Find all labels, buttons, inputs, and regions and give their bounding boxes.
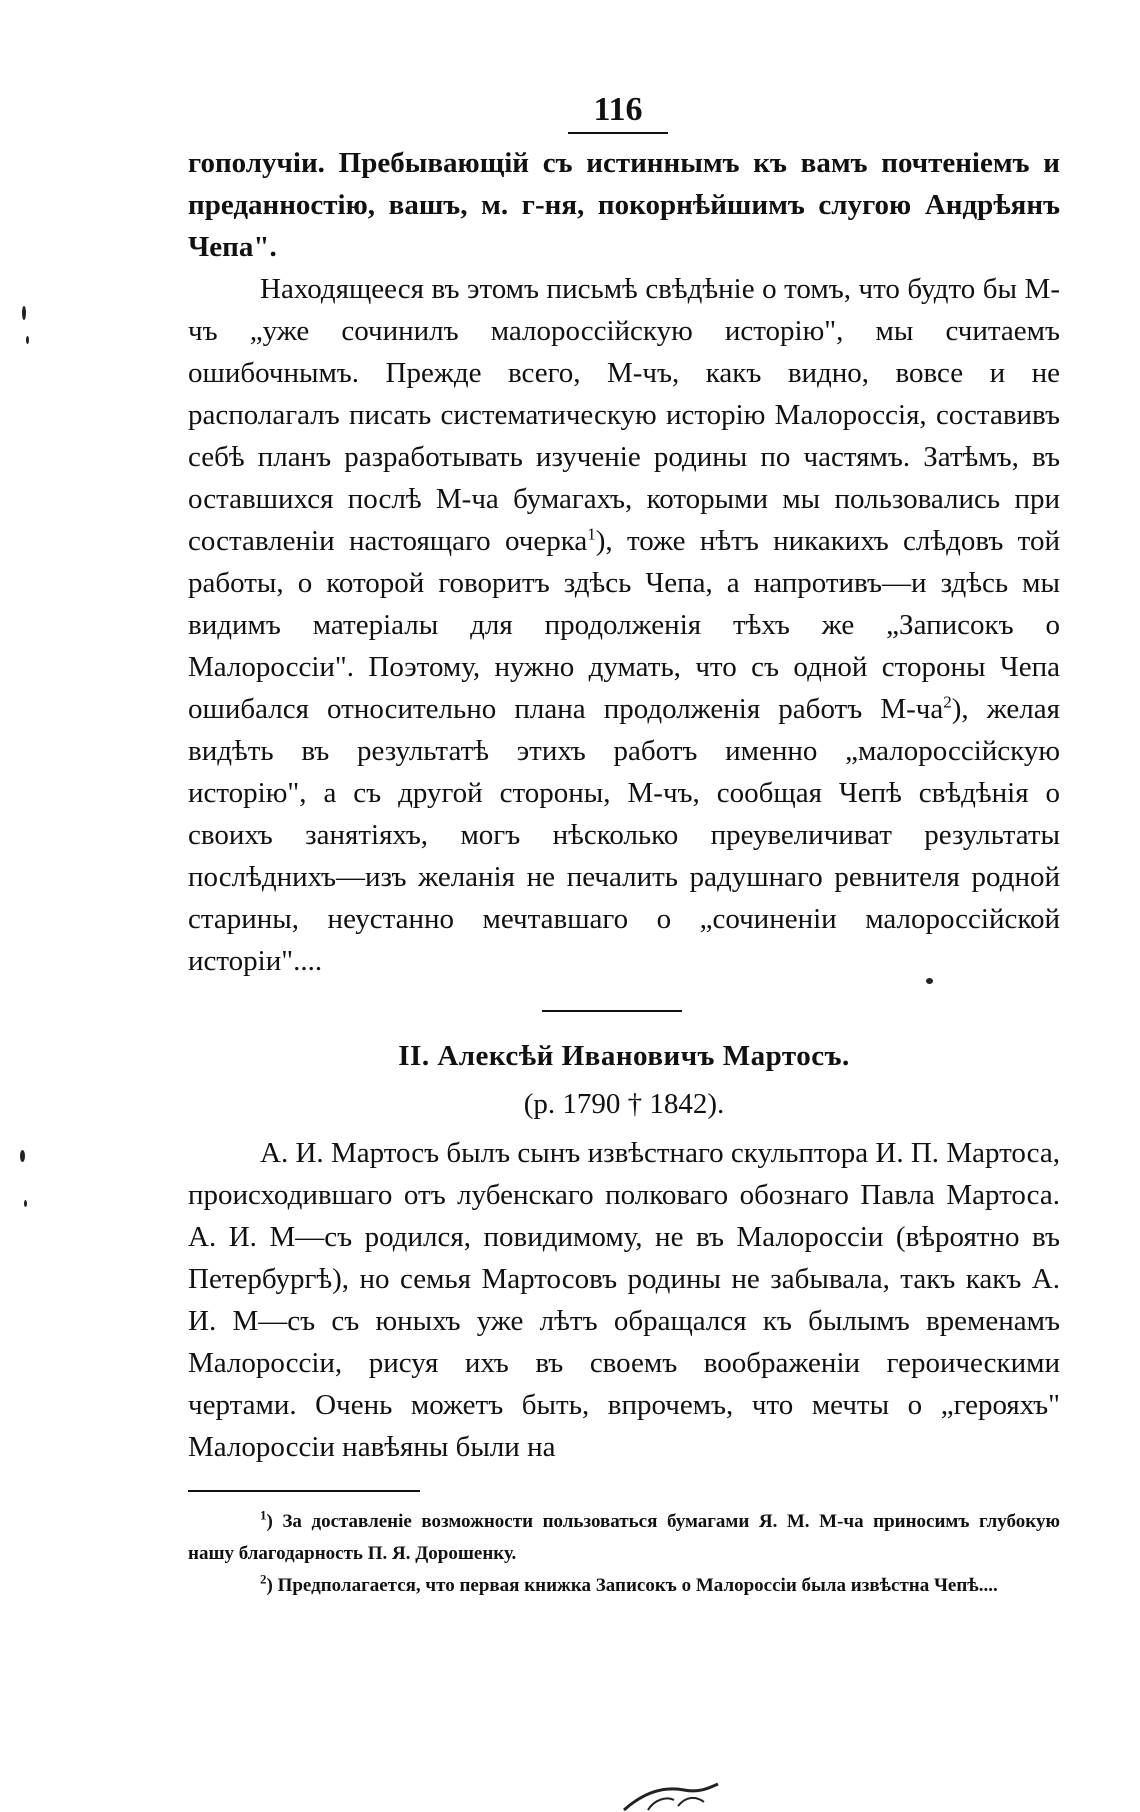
footnote-divider [188, 1490, 420, 1492]
footnote-1-mark: 1 [260, 1507, 267, 1523]
footnotes [188, 1506, 1060, 1602]
commentary-text-part-c: ), желая видѣть въ результатѣ этихъ работъ именно „малороссійскую исторію", а съ другой стороны, М-чъ, сообщая Чепѣ свѣдѣнія о своихъ занятіяхъ, могъ нѣсколько преувеличиват результаты послѣднихъ—изъ желанія не печалить радушнаго ревнителя родной старины, неустанно мечтавшаго о „сочиненіи малороссійской исторіи".... [188, 693, 1060, 977]
paragraph-martos-bio: А. И. Мартосъ былъ сынъ извѣстнаго скульптора И. П. Мартоса, происходившаго отъ лубенскаго полковаго обознаго Павла Мартоса. А. И. М—съ родился, повидимому, не въ Малороссіи (вѣроятно въ Петербургѣ), но семья Мартосовъ родины не забывала, такъ какъ А. И. М—съ съ юныхъ уже лѣтъ обращался къ былымъ временамъ Малороссіи, рисуя ихъ въ своемъ воображеніи героическими чертами. Очень можетъ быть, впрочемъ, что мечты о „герояхъ" Малороссіи навѣяны были на [188, 1137, 1060, 1463]
book-page [188, 90, 1060, 1602]
footnote-1 [188, 1506, 1060, 1570]
scan-speck [22, 306, 26, 320]
commentary-text-part-b: ), тоже нѣтъ никакихъ слѣдовъ той работы, о которой говоритъ здѣсь Чепа, а напротивъ—и здѣсь мы видимъ матеріалы для продолженія тѣхъ же „Записокъ о Малороссіи". Поэтому, нужно думать, что съ одной стороны Чепа ошибался относительно плана продолженія работъ М-ча [188, 525, 1060, 725]
page-number-rule [568, 132, 668, 134]
footnote-ref-1: 1 [587, 524, 596, 544]
footnote-2-mark: 2 [260, 1571, 267, 1587]
scan-speck [20, 1150, 25, 1162]
section-divider [542, 1010, 682, 1012]
paragraph-commentary [188, 268, 1060, 982]
scan-speck [926, 978, 933, 984]
letter-ending-text: гополучіи. Пребывающій съ истиннымъ къ вамъ почтеніемъ и преданностію, вашъ, м. г-ня, покорнѣйшимъ слугою Андрѣянъ Чепа". [188, 147, 1060, 263]
footnote-ref-2: 2 [943, 692, 952, 712]
footnote-1-text: ) За доставленіе возможности пользоваться бумагами Я. М. М-ча приносимъ глубокую нашу благодарность П. Я. Дорошенку. [188, 1511, 1060, 1564]
section-dates: (р. 1790 † 1842). [523, 1088, 725, 1120]
scan-speck [24, 1200, 27, 1207]
commentary-text-part-a: Находящееся въ этомъ письмѣ свѣдѣніе о томъ, что будто бы М-чъ „уже сочинилъ малороссійскую исторію", мы считаемъ ошибочнымъ. Прежде всего, М-чъ, какъ видно, вовсе и не располагалъ писать систематическую исторію Малороссія, составивъ себѣ планъ разработывать изученіе родины по частямъ. Затѣмъ, въ оставшихся послѣ М-ча бумагахъ, которыми мы пользовались при составленіи настоящаго очерка [188, 273, 1060, 557]
footnote-2-text: ) Предполагается, что первая книжка Записокъ о Малороссіи была извѣстна Чепѣ.... [266, 1575, 998, 1596]
scan-speck [26, 336, 29, 344]
section-body-text [188, 1132, 1060, 1468]
bottom-ornament-icon [614, 1782, 724, 1812]
body-text [188, 142, 1060, 982]
page-number: 116 [593, 91, 643, 128]
paragraph-letter-ending [188, 142, 1060, 268]
footnote-2 [188, 1570, 1060, 1602]
section-title: II. Алексѣй Ивановичъ Мартосъ. [398, 1040, 850, 1072]
